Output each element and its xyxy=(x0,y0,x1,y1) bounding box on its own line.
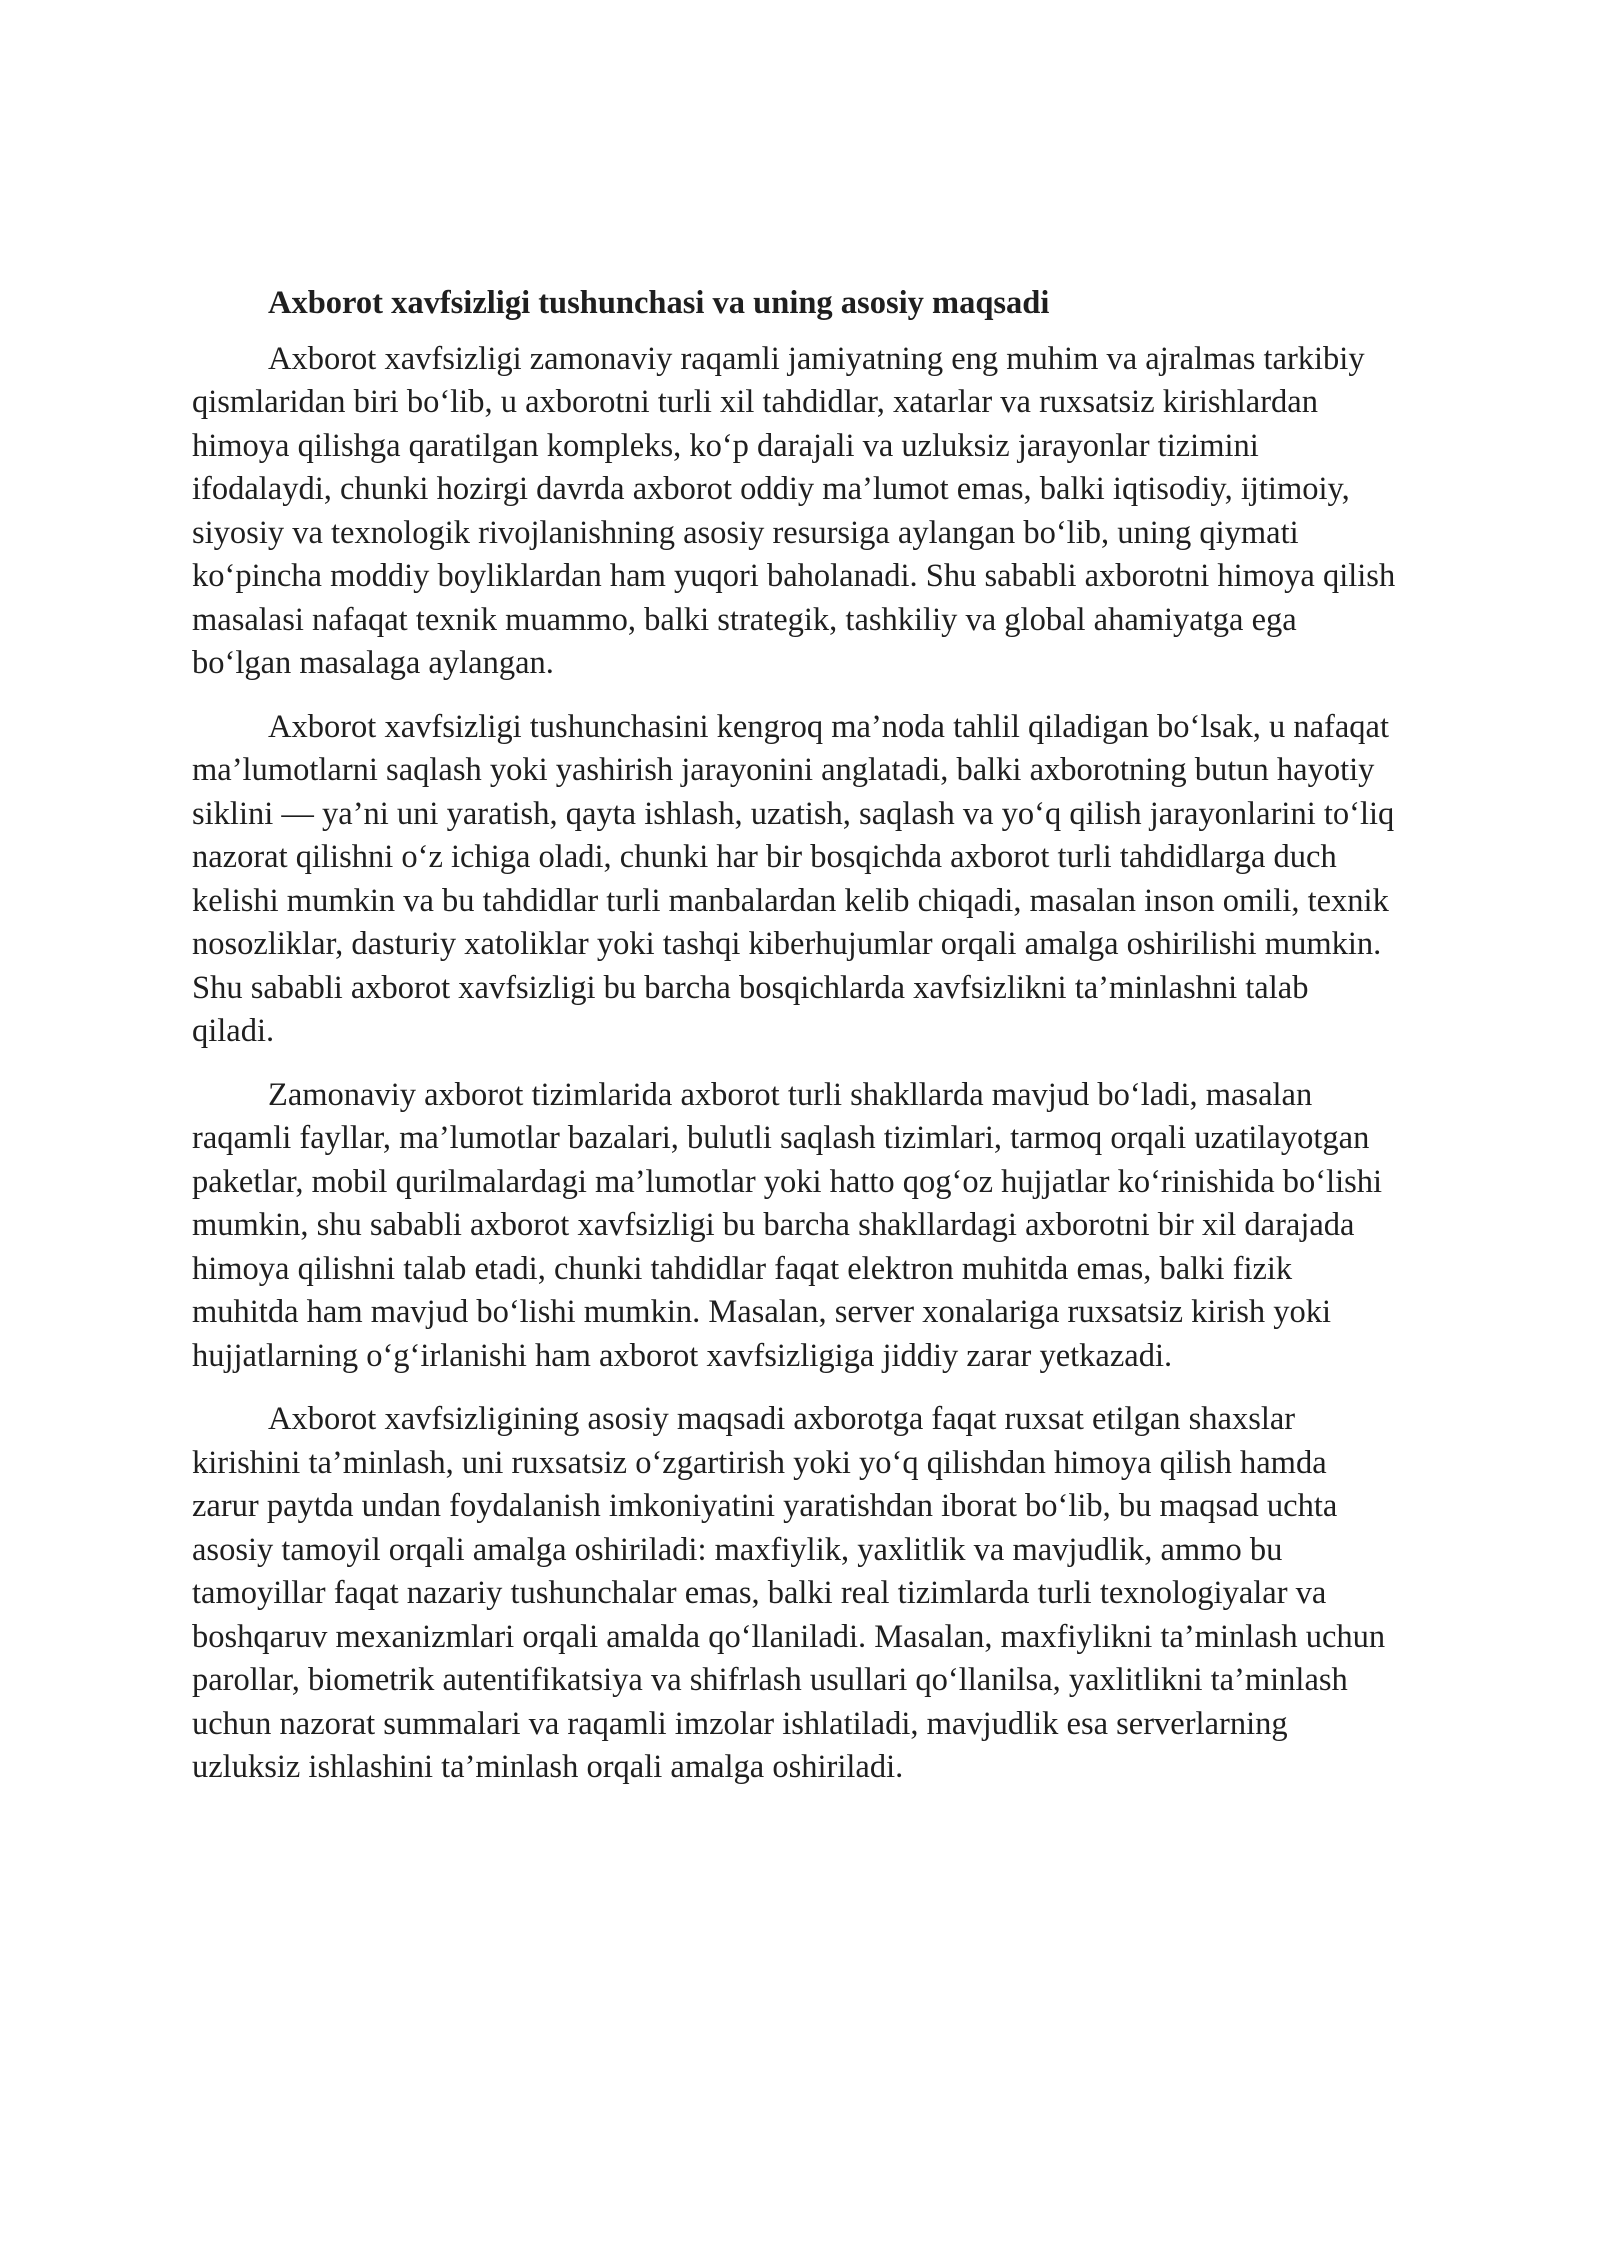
document-page xyxy=(192,282,1398,1810)
paragraph-1: Axborot xavfsizligi zamonaviy raqamli jamiyatning eng muhim va ajralmas tarkibiy qismlaridan biri bo‘lib, u axborotni turli xil tahdidlar, xatarlar va ruxsatsiz kirishlardan himoya qilishga qaratilgan kompleks, ko‘p darajali va uzluksiz jarayonlar tizimini ifodalaydi, chunki hozirgi davrda axborot oddiy ma’lumot emas, balki iqtisodiy, ijtimoiy, siyosiy va texnologik rivojlanishning asosiy resursiga aylangan bo‘lib, uning qiymati ko‘pincha moddiy boyliklardan ham yuqori baholanadi. Shu sababli axborotni himoya qilish masalasi nafaqat texnik muammo, balki strategik, tashkiliy va global ahamiyatga ega bo‘lgan masalaga aylangan. xyxy=(192,340,1396,681)
paragraph-4: Axborot xavfsizligining asosiy maqsadi axborotga faqat ruxsat etilgan shaxslar kirishini ta’minlash, uni ruxsatsiz o‘zgartirish yoki yo‘q qilishdan himoya qilish hamda zarur paytda undan foydalanish imkoniyatini yaratishdan iborat bo‘lib, bu maqsad uchta asosiy tamoyil orqali amalga oshiriladi: maxfiylik, yaxlitlik va mavjudlik, ammo bu tamoyillar faqat nazariy tushunchalar emas, balki real tizimlarda turli texnologiyalar va boshqaruv mexanizmlari orqali amalda qo‘llaniladi. Masalan, maxfiylikni ta’minlash uchun parollar, biometrik autentifikatsiya va shifrlash usullari qo‘llanilsa, yaxlitlikni ta’minlash uchun nazorat summalari va raqamli imzolar ishlatiladi, mavjudlik esa serverlarning uzluksiz ishlashini ta’minlash orqali amalga oshiriladi. xyxy=(192,1401,1386,1785)
paragraph-3: Zamonaviy axborot tizimlarida axborot turli shakllarda mavjud bo‘ladi, masalan raqamli fayllar, ma’lumotlar bazalari, bulutli saqlash tizimlari, tarmoq orqali uzatilayotgan paketlar, mobil qurilmalardagi ma’lumotlar yoki hatto qog‘oz hujjatlar ko‘rinishida bo‘lishi mumkin, shu sababli axborot xavfsizligi bu barcha shakllardagi axborotni bir xil darajada himoya qilishni talab etadi, chunki tahdidlar faqat elektron muhitda emas, balki fizik muhitda ham mavjud bo‘lishi mumkin. Masalan, server xonalariga ruxsatsiz kirish yoki hujjatlarning o‘g‘irlanishi ham axborot xavfsizligiga jiddiy zarar yetkazadi. xyxy=(192,1076,1383,1374)
document-title: Axborot xavfsizligi tushunchasi va uning asosiy maqsadi xyxy=(268,285,1050,321)
paragraph-2: Axborot xavfsizligi tushunchasini kengroq ma’noda tahlil qiladigan bo‘lsak, u nafaqat ma’lumotlarni saqlash yoki yashirish jarayonini anglatadi, balki axborotning butun hayotiy siklini — ya’ni uni yaratish, qayta ishlash, uzatish, saqlash va yo‘q qilish jarayonlarini to‘liq nazorat qilishni o‘z ichiga oladi, chunki har bir bosqichda axborot turli tahdidlarga duch kelishi mumkin va bu tahdidlar turli manbalardan kelib chiqadi, masalan inson omili, texnik nosozliklar, dasturiy xatoliklar yoki tashqi kiberhujumlar orqali amalga oshirilishi mumkin. Shu sababli axborot xavfsizligi bu barcha bosqichlarda xavfsizlikni ta’minlashni talab qiladi. xyxy=(192,708,1395,1049)
